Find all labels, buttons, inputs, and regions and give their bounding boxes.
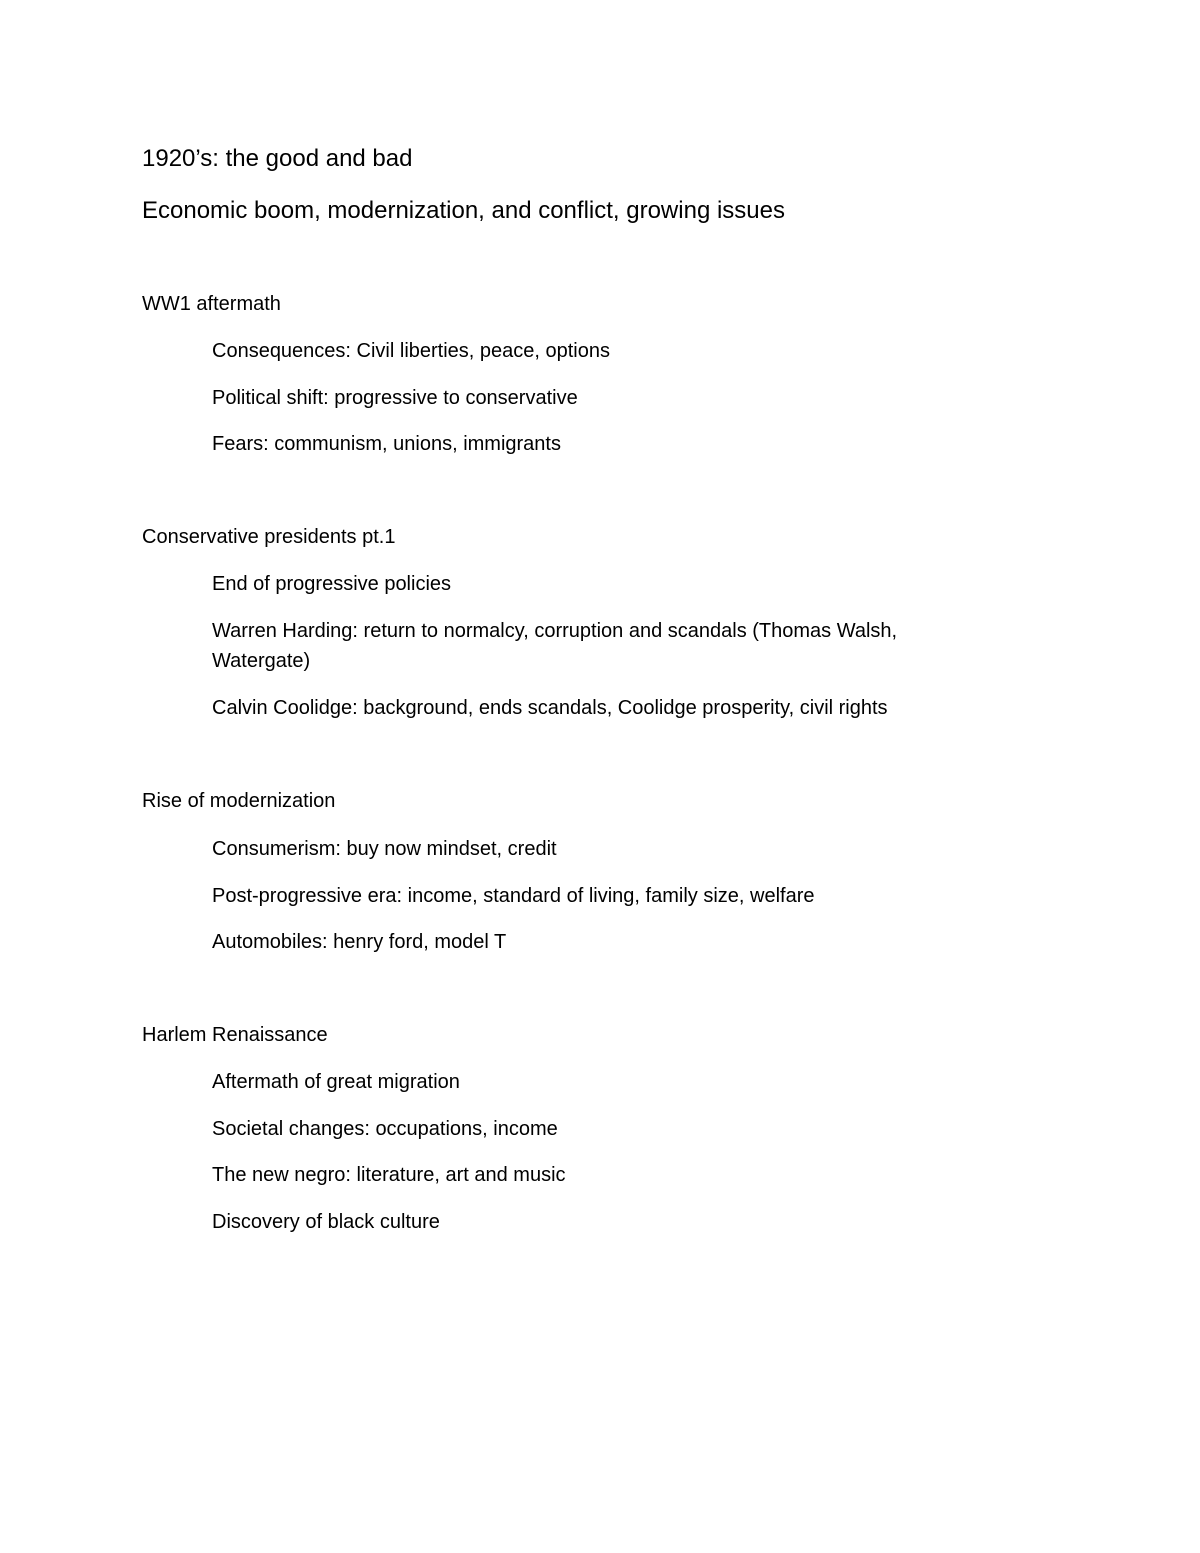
list-item: Aftermath of great migration	[212, 1071, 460, 1093]
document-title: 1920’s: the good and bad	[142, 145, 413, 172]
list-item: End of progressive policies	[212, 573, 452, 595]
section-heading-ww1-aftermath: WW1 aftermath	[142, 293, 281, 315]
list-item: The new negro: literature, art and music	[212, 1164, 566, 1186]
list-item: Fears: communism, unions, immigrants	[212, 433, 561, 455]
list-item: Political shift: progressive to conservative	[212, 387, 578, 409]
section-heading-harlem-renaissance: Harlem Renaissance	[142, 1024, 328, 1046]
document-subtitle: Economic boom, modernization, and conflict, growing issues	[142, 197, 785, 224]
list-item: Warren Harding: return to normalcy, corruption and scandals (Thomas Walsh, Watergate)	[212, 620, 898, 672]
list-item: Calvin Coolidge: background, ends scandals, Coolidge prosperity, civil rights	[212, 697, 888, 719]
list-item: Societal changes: occupations, income	[212, 1118, 558, 1140]
list-item: Discovery of black culture	[212, 1211, 440, 1233]
list-item: Consequences: Civil liberties, peace, options	[212, 340, 610, 362]
section-heading-conservative-presidents: Conservative presidents pt.1	[142, 526, 396, 548]
list-item: Automobiles: henry ford, model T	[212, 931, 507, 953]
list-item: Post-progressive era: income, standard of living, family size, welfare	[212, 885, 815, 907]
list-item: Consumerism: buy now mindset, credit	[212, 838, 557, 860]
section-heading-rise-of-modernization: Rise of modernization	[142, 790, 336, 812]
